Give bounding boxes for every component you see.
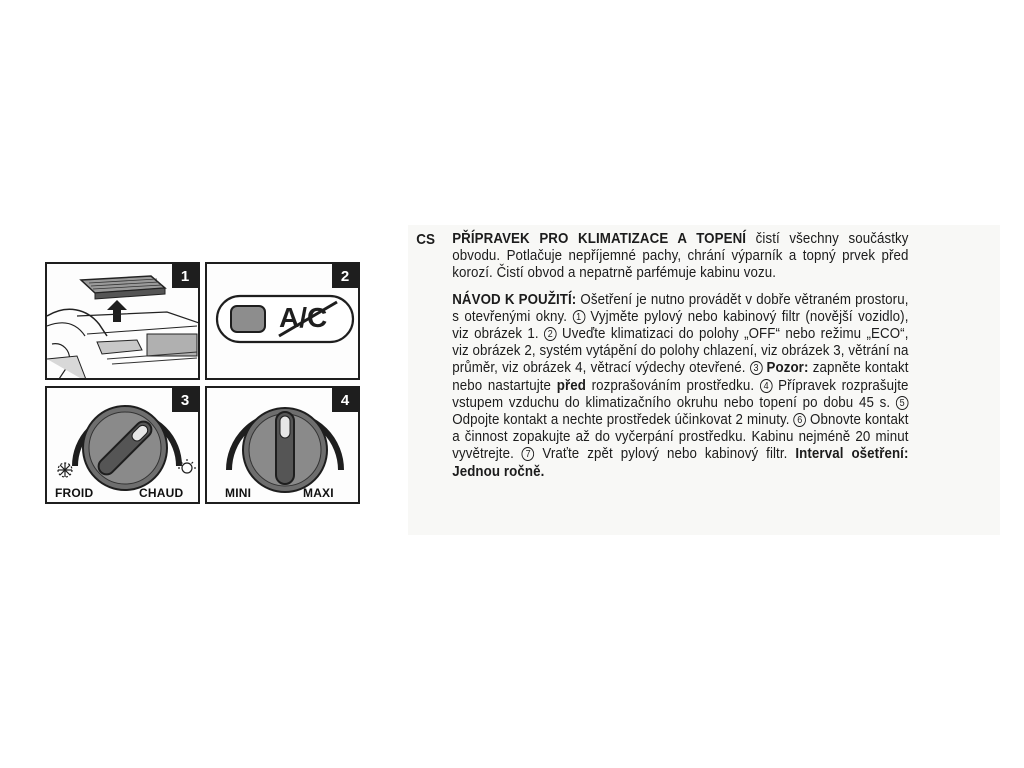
figure-number-badge: 4 (332, 388, 358, 412)
figure-4-fan-knob (205, 386, 360, 504)
usage-heading: NÁVOD K POUŽITÍ: (452, 291, 577, 308)
figure-1-filter-removal (45, 262, 200, 380)
intro-heading: PŘÍPRAVEK PRO KLIMATIZACE A TOPENÍ (452, 231, 747, 247)
step-number: 3 (750, 361, 763, 375)
step-number: 5 (896, 396, 909, 410)
ac-label: A/C (279, 302, 328, 333)
usage-text: Uveďte klimatizaci do polohy „OFF“ nebo režimu „ECO“, viz obrázek 2, systém vytápění do polohy chlazení, viz obrázek 3, větrání na průměr, viz obrázek 4, větrací výdechy otevřené. (452, 326, 909, 377)
illustration-grid (45, 262, 360, 506)
usage-paragraph (452, 292, 908, 481)
before-word: před (556, 377, 586, 394)
usage-text: Obnovte kontakt a činnost zopakujte až do vyčerpání prostředku. Kabinu nejméně 20 minut vyvětrejte. (452, 412, 909, 463)
maxi-label: MAXI (303, 486, 334, 500)
usage-text: Přípravek rozprašujte vstupem vzduchu do klimatizačního okruhu nebo topení po dobu 45 s. (452, 377, 909, 411)
step-number: 2 (544, 327, 557, 341)
language-code: CS (416, 231, 436, 248)
usage-text: Vyjměte pylový nebo kabinový filtr (novější vozidlo), viz obrázek 1. (452, 308, 909, 343)
caution-label: Pozor: (762, 360, 809, 377)
intro-paragraph (452, 231, 908, 283)
step-number: 4 (760, 379, 773, 393)
intro-text: čistí všechny součástky obvodu. Potlačuje nepříjemné pachy, chrání výparník a topný prvek před korozí. Čistí obvod a nepatrně parfémuje kabinu vozu. (452, 231, 909, 282)
figure-number-badge: 2 (332, 264, 358, 288)
instruction-text-block (408, 225, 1000, 535)
usage-text: zapněte kontakt nebo nastartujte (452, 360, 909, 394)
instruction-text (418, 231, 909, 481)
figure-3-temperature-knob (45, 386, 200, 504)
interval-label: Interval ošetření: Jednou ročně. (452, 446, 909, 480)
mini-label: MINI (225, 486, 252, 500)
usage-text: Ošetření je nutno provádět v dobře větraném prostoru, s otevřenými okny. (452, 291, 909, 325)
step-number: 1 (572, 310, 585, 324)
step-number: 7 (522, 447, 535, 461)
figure-2-ac-off (205, 262, 360, 380)
usage-text: Vraťte zpět pylový nebo kabinový filtr. (534, 446, 796, 463)
usage-text: Odpojte kontakt a nechte prostředek účinkovat 2 minuty. (452, 412, 794, 429)
figure-number-badge: 3 (172, 388, 198, 412)
usage-text: rozprašováním prostředku. (585, 377, 760, 394)
step-number: 6 (793, 413, 806, 427)
chaud-label: CHAUD (139, 486, 184, 500)
froid-label: FROID (55, 486, 94, 500)
snowflake-icon (58, 463, 72, 477)
figure-number-badge: 1 (172, 264, 198, 288)
